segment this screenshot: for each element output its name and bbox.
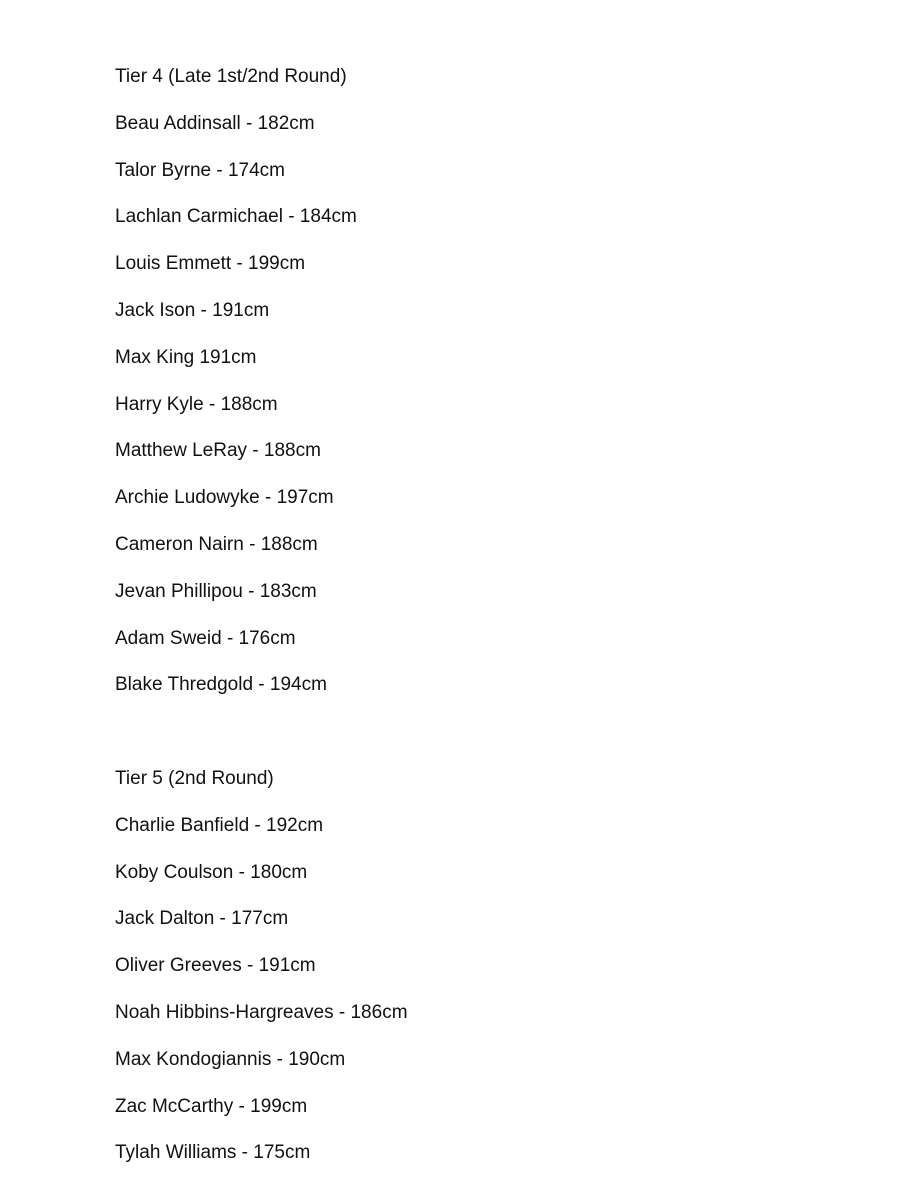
player-entry: Adam Sweid - 176cm [115,627,296,649]
player-entry: Jevan Phillipou - 183cm [115,580,317,602]
player-entry: Tylah Williams - 175cm [115,1142,311,1164]
tier-5-section [115,768,408,1189]
player-entry: Jack Ison - 191cm [115,299,270,321]
player-entry: Archie Ludowyke - 197cm [115,487,334,509]
player-entry: Zac McCarthy - 199cm [115,1095,308,1117]
tier-heading: Tier 5 (2nd Round) [115,768,274,789]
player-entry: Lachlan Carmichael - 184cm [115,206,357,228]
player-entry: Cameron Nairn - 188cm [115,533,318,555]
tier-4-section [115,66,357,721]
player-entry: Jack Dalton - 177cm [115,908,289,930]
player-entry: Louis Emmett - 199cm [115,253,306,275]
tier-heading: Tier 4 (Late 1st/2nd Round) [115,66,347,87]
player-entry: Koby Coulson - 180cm [115,861,308,883]
player-entry: Blake Thredgold - 194cm [115,674,327,696]
player-entry: Matthew LeRay - 188cm [115,440,321,462]
player-entry: Oliver Greeves - 191cm [115,955,316,977]
player-entry: Noah Hibbins-Hargreaves - 186cm [115,1001,408,1023]
player-entry: Beau Addinsall - 182cm [115,112,315,134]
player-entry: Charlie Banfield - 192cm [115,814,324,836]
player-entry: Max Kondogiannis - 190cm [115,1048,346,1070]
player-entry: Max King 191cm [115,346,257,368]
player-entry: Talor Byrne - 174cm [115,159,286,181]
player-entry: Harry Kyle - 188cm [115,393,278,415]
